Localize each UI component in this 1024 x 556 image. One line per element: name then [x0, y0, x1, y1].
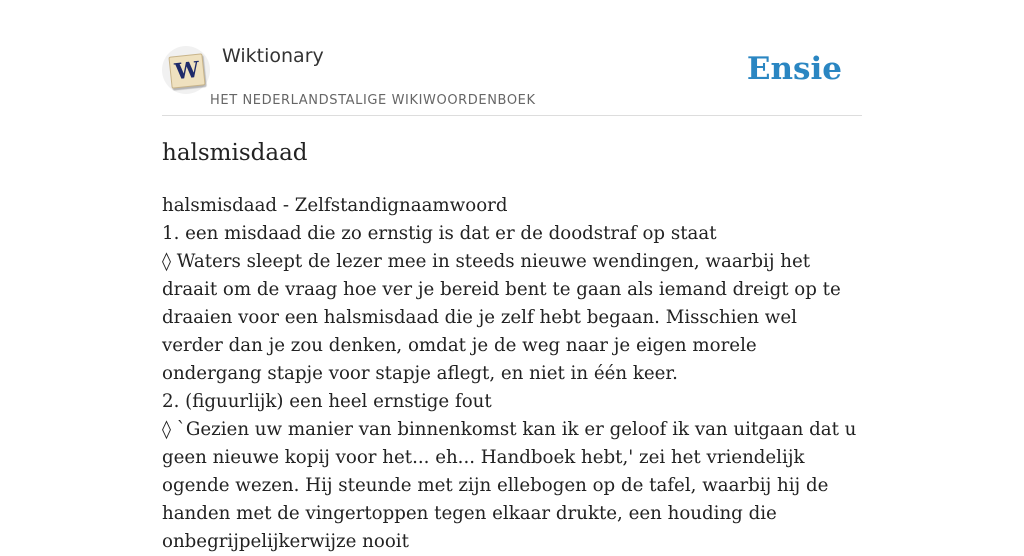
page-title: halsmisdaad [162, 140, 308, 166]
header-divider [162, 115, 862, 116]
definition-body [162, 192, 862, 556]
source-subtitle: HET NEDERLANDSTALIGE WIKIWOORDENBOEK [210, 93, 536, 108]
definition-1: 1. een misdaad die zo ernstig is dat er de doodstraf op staat [162, 223, 717, 244]
ensie-logo[interactable]: Ensie [746, 51, 842, 87]
source-name[interactable]: Wiktionary [222, 45, 324, 67]
definition-2: 2. (figuurlijk) een heel ernstige fout [162, 391, 492, 412]
example-1: ◊ Waters sleept de lezer mee in steeds nieuwe wendingen, waarbij het draait om de vraag hoe ver je bereid bent te gaan als iemand dreigt op te draaien voor een halsmisdaad die je zelf hebt begaan. Misschien wel verder dan je zou denken, omdat je de weg naar je eigen morele ondergang stapje voor stapje aflegt, en niet in één keer. [162, 251, 841, 384]
wiktionary-logo-icon [162, 46, 210, 94]
word-type-line: halsmisdaad - Zelfstandignaamwoord [162, 195, 508, 216]
logo-tile: W [168, 53, 205, 88]
entry-card [162, 0, 862, 552]
example-2: ◊ `Gezien uw manier van binnenkomst kan ik er geloof ik van uitgaan dat u geen nieuwe kopij voor het... eh... Handboek hebt,' zei het vriendelijk ogende wezen. Hij steunde met zijn ellebogen op de tafel, waarbij hij de handen met de vingertoppen tegen elkaar drukte, een houding die onbegrijpelijkerwijze nooit [162, 419, 857, 552]
